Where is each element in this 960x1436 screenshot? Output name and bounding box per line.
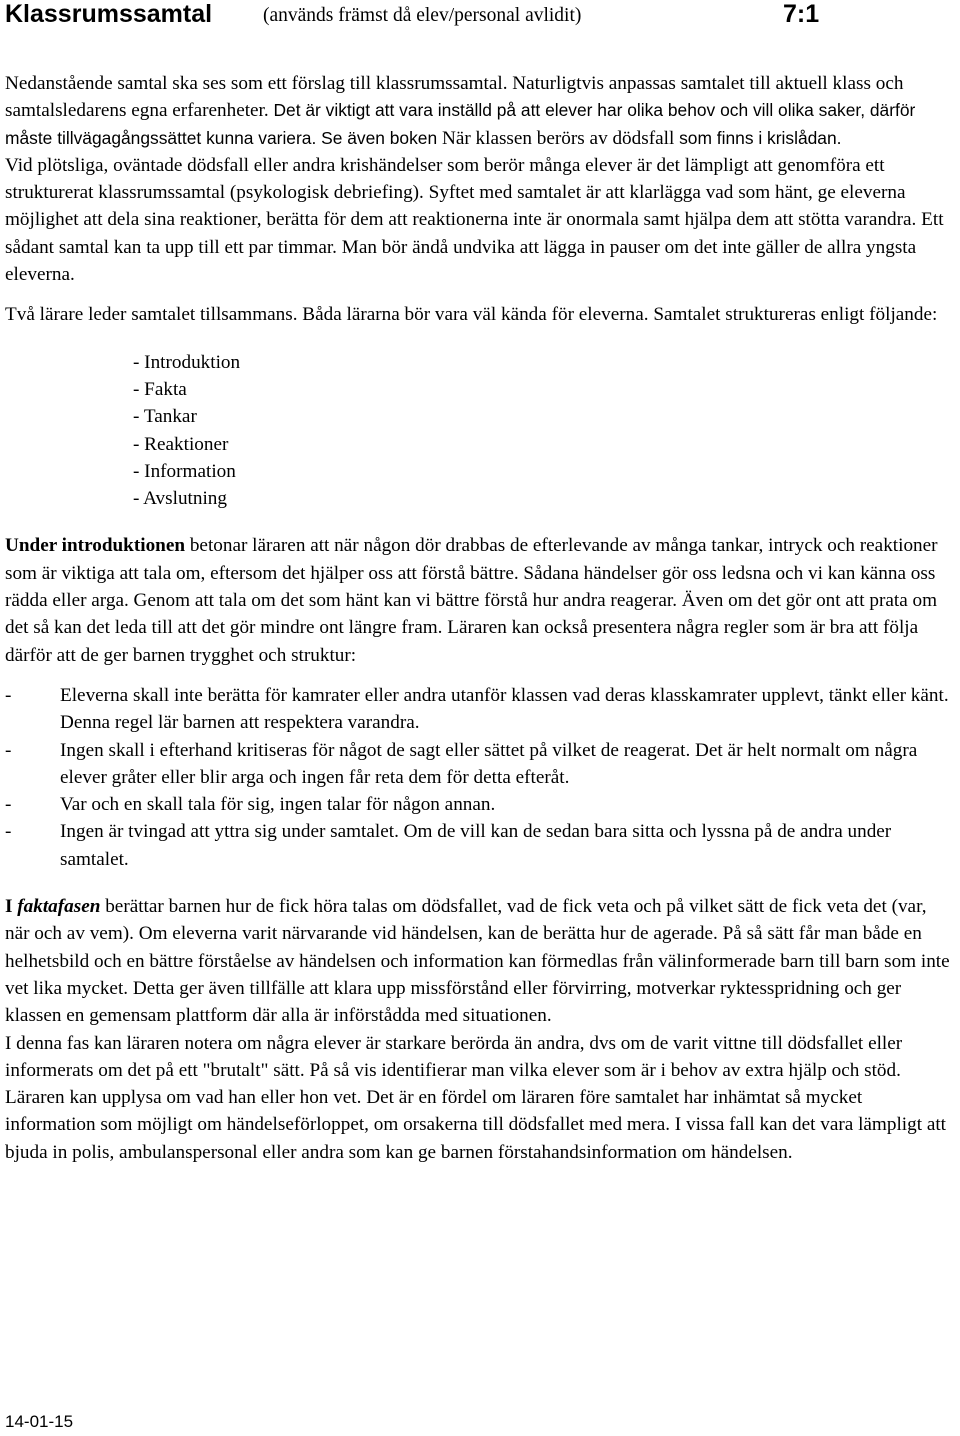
intro-sentence-3: som finns i krislådan. xyxy=(674,127,842,148)
fact-section xyxy=(5,893,955,1029)
introduction-text: betonar läraren att när någon dör drabbas de efterlevande av många tankar, intryck och reaktioner som är viktiga att tala om, eftersom det hjälper oss att förstå bättre. Sådana händelser gör oss ledsna och vi kan känna oss rädda eller arga. Genom att tala om det som hänt kan vi bättre förstå hur andra reagerar. Även om det gör ont att prata om det så kan det leda till att det gör mindre ont längre fram. Läraren kan också presentera några regler som är bra att följa därför att de ger barnen trygghet och struktur: xyxy=(5,535,938,666)
rule-dash: - xyxy=(5,684,12,706)
introduction-lead: Under introduktionen xyxy=(5,535,186,557)
rule-text: Ingen är tvingad att yttra sig under samtalet. Om de vill kan de sedan bara sitta och lyssna på de andra under samtalet. xyxy=(60,821,892,870)
rules-list xyxy=(5,682,955,873)
intro-paragraph xyxy=(5,70,955,152)
rule-item xyxy=(5,737,955,792)
fact-paragraph-2: I denna fas kan läraren notera om några elever är starkare berörda än andra, dvs om de varit vittne till dödsfallet eller informerats om det på ett "brutalt" sätt. På så vis identifierar man vilka elever som är i behov av extra hjälp och stöd. xyxy=(5,1032,903,1081)
rule-text: Eleverna skall inte berätta för kamrater eller andra utanför klassen vad deras klasskamrater upplevt, tänkt eller känt. Denna regel lär barnen att respektera varandra. xyxy=(60,684,949,734)
structure-item: - Avslutning xyxy=(133,488,227,510)
fact-paragraph-3: Läraren kan upplysa om vad han eller hon vet. Det är en fördel om läraren före samtalet har inhämtat så mycket information som möjligt om händelseförloppet, om orsakerna till dödsfallet med mera. I vissa fall kan det vara lämpligt att bjuda in polis, ambulanspersonal eller andra som kan ge barnen förstahandsinformation om händelsen. xyxy=(5,1087,947,1163)
footer-date: 14-01-15 xyxy=(5,1412,74,1431)
book-title: När klassen berörs av dödsfall xyxy=(441,127,675,149)
leaders-paragraph: Två lärare leder samtalet tillsammans. Båda lärarna bör vara väl kända för eleverna. Samtalet struktureras enligt följande: xyxy=(5,304,938,326)
fact-lead-term: faktafasen xyxy=(17,896,101,918)
intro-sentence-1: Nedanstående samtal ska ses som ett förslag till klassrumssamtal. Naturligtvis anpassas samtalet till aktuell klass och samtalsledarens egna erfarenheter. xyxy=(5,73,904,122)
fact-text: berättar barnen hur de fick höra talas om dödsfallet, vad de fick veta och på vilket sätt de fick veta det (var, när och av vem). Om eleverna varit närvarande vid händelsen, kan de berätta hur de agerade. På så sätt får man både en helhetsbild och en bättre förståelse av händelsen och information kan förmedlas från välinformerade barn till barn som inte vet lika mycket. Detta ger även tillfälle att klara upp missförstånd eller förvirring, motverkar ryktesspridning och ger klassen en gemensam plattform där alla är införstådda med situationen. xyxy=(5,896,950,1027)
rule-dash: - xyxy=(5,739,12,761)
structure-item: - Information xyxy=(133,460,236,482)
rule-dash: - xyxy=(5,821,12,843)
rule-dash: - xyxy=(5,794,12,816)
intro-sentence-2: Det är viktigt att vara inställd på att elever har olika behov och vill olika saker, därför måste tillvägagångssättet kunna variera. Se även boken xyxy=(5,100,916,148)
structure-item: - Introduktion xyxy=(133,351,241,373)
document-header xyxy=(5,0,955,34)
rule-item xyxy=(5,818,955,873)
rule-text: Var och en skall tala för sig, ingen talar för någon annan. xyxy=(60,794,496,816)
rule-item xyxy=(5,682,955,737)
document-body xyxy=(5,70,955,1166)
fact-lead-prefix: I xyxy=(5,896,18,918)
structure-item: - Reaktioner xyxy=(133,433,229,455)
introduction-section xyxy=(5,532,955,668)
structure-item: - Tankar xyxy=(133,406,197,428)
debriefing-paragraph: Vid plötsliga, oväntade dödsfall eller andra krishändelser som berör många elever är det lämpligt att genomföra ett strukturerat klassrumssamtal (psykologisk debriefing). Syftet med samtalet är att klarlägga vad som hänt, ge eleverna möjlighet att dela sina reaktioner, berätta för dem att reaktionerna inte är onormala samt hjälpa dem att stötta varandra. Ett sådant samtal kan ta upp till ett par timmar. Man bör ändå undvika att lägga in pauser om det inte gäller de allra yngsta eleverna. xyxy=(5,154,944,286)
rule-text: Ingen skall i efterhand kritiseras för något de sagt eller sättet på vilket de reagerat. Det är helt normalt om några elever gråter eller blir arga och ingen får reta dem för detta efteråt. xyxy=(60,739,918,788)
structure-item: - Fakta xyxy=(133,378,187,400)
section-number: 7:1 xyxy=(783,0,820,28)
page-title: Klassrumssamtal xyxy=(5,0,213,28)
structure-list xyxy=(5,349,955,513)
page-subtitle: (används främst då elev/personal avlidit) xyxy=(263,5,582,26)
rule-item xyxy=(5,791,955,818)
